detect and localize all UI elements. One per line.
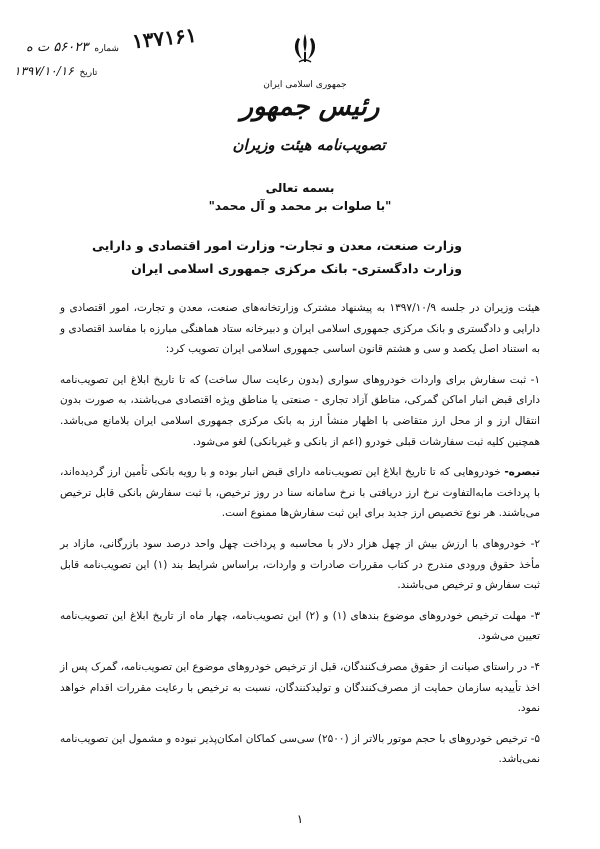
ref-label: شماره <box>94 44 119 54</box>
date-label: تاریخ <box>79 68 98 78</box>
decree-body <box>60 298 540 780</box>
intro-paragraph: هیئت وزیران در جلسه ۱۳۹۷/۱۰/۹ به پیشنهاد مشترک وزارتخانه‌های صنعت، معدن و تجارت، امور اقتصادی و دارایی و دادگستری و بانک مرکزی جمهوری اسلامی ایران و دبیرخانه ستاد هماهنگی مبارزه با مفاسد اقتصادی و به استناد اصل یکصد و سی و هشتم قانون اساسی جمهوری اسلامی ایران تصویب کرد: <box>60 302 540 356</box>
clause-4: ۴- در راستای صیانت از حقوق مصرف‌کنندگان، قبل از ترخیص خودروهای موضوع این تصویب‌نامه، گمرک پس از اخذ تأییدیه سازمان حمایت از مصرف‌کنندگان و تولیدکنندگان، نسبت به ترخیص با رعایت مقررات اقدام خواهد نمود. <box>60 660 540 715</box>
clause-3: ۳- مهلت ترخیص خودروهای موضوع بندهای (۱) و (۲) این تصویب‌نامه، چهار ماه از تاریخ ابلاغ این تصویب‌نامه تعیین می‌شود. <box>60 609 540 643</box>
president-title: رئیس جمهور <box>240 92 380 122</box>
date-line <box>14 64 97 78</box>
clause-2: ۲- خودروهای با ارزش بیش از چهل هزار دلار با محاسبه و پرداخت چهل واحد درصد سود بازرگانی، مازاد بر مأخذ حقوق ورودی مندرج در کتاب مقررات صادرات و واردات، براساس شرایط بند (۱) این تصویب‌نامه قابل ثبت سفارش و ترخیص می‌باشند. <box>60 537 540 592</box>
addressee-line-2: وزارت دادگستری- بانک مرکزی جمهوری اسلامی ایران <box>131 261 462 276</box>
page-number: ۱ <box>296 812 304 826</box>
iran-emblem-icon <box>290 32 320 66</box>
bismillah: بسمه تعالی <box>265 181 335 195</box>
ref-number <box>26 40 119 55</box>
handwritten-number: ۱۳۷۱۶۱ <box>130 22 198 54</box>
note-paragraph <box>60 462 540 524</box>
salavat: "با صلوات بر محمد و آل محمد" <box>208 199 392 213</box>
clause-5: ۵- ترخیص خودروهای با حجم موتور بالاتر از (۲۵۰۰) سی‌سی کماکان امکان‌پذیر نبوده و مشمول این تصویب‌نامه نمی‌باشد. <box>60 732 540 766</box>
clause-1: ۱- ثبت سفارش برای واردات خودروهای سواری (بدون رعایت سال ساخت) که تا تاریخ ابلاغ این تصویب‌نامه دارای قبض انبار اماکن گمرکی، مناطق آزاد تجاری - صنعتی یا مناطق ویژه اقتصادی می‌باشند، به صورت بدون انتقال ارز و از محل ارز متقاضی با اظهار منشأ ارز به بانک مرکزی جمهوری اسلامی ایران بلامانع می‌باشد. همچنین کلیه ثبت سفارشات قبلی خودرو (اعم از بانکی و غیربانکی) لغو می‌شود. <box>60 373 540 448</box>
date-value: ۱۳۹۷/۱۰/۱۶ <box>14 64 74 78</box>
note-label: تبصره- <box>504 466 540 479</box>
cabinet-title: تصویب‌نامه هیئت وزیران <box>232 136 386 154</box>
addressee-line-1: وزارت صنعت، معدن و تجارت- وزارت امور اقتصادی و دارایی <box>92 238 462 253</box>
ref-value: ۵۶۰۲۳ ت ه <box>26 40 89 55</box>
note-text: خودروهایی که تا تاریخ ابلاغ این تصویب‌نامه دارای قبض انبار بوده و با رویه بانکی تأمین ارز گردیده‌اند، با پرداخت مابه‌التفاوت نرخ ارز دریافتی با نرخ سامانه سنا در روز ترخیص، با ثبت سفارش بانکی قابل ترخیص می‌باشند. هر نوع تخصیص ارز جدید برای این ثبت سفارش‌ها ممنوع است. <box>60 466 540 520</box>
republic-label: جمهوری اسلامی ایران <box>263 80 347 90</box>
